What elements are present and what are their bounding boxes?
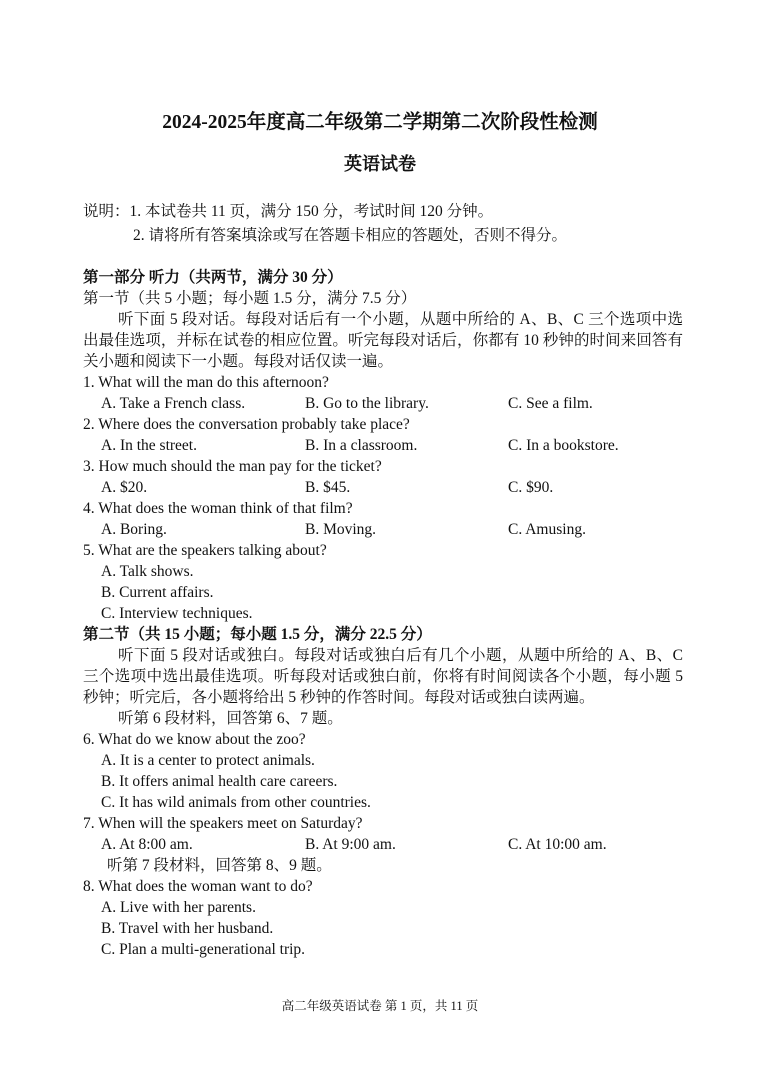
option-c[interactable]: C. In a bookstore. — [508, 437, 619, 454]
question-1-options — [83, 393, 683, 414]
part1-content — [83, 267, 683, 960]
page-footer: 高二年级英语试卷 第 1 页，共 11 页 — [281, 999, 479, 1013]
option-b[interactable]: B. In a classroom. — [305, 437, 418, 454]
option-c[interactable]: C. $90. — [508, 479, 554, 496]
option-a[interactable]: A. Talk shows. — [101, 563, 194, 580]
option-b[interactable]: B. $45. — [305, 479, 351, 496]
question-6-stem: 6. What do we know about the zoo? — [83, 731, 306, 748]
exam-notes — [83, 200, 703, 248]
option-a[interactable]: A. Take a French class. — [101, 395, 246, 412]
question-2-stem: 2. Where does the conversation probably take place? — [83, 416, 410, 433]
option-b[interactable]: B. Travel with her husband. — [101, 920, 274, 937]
question-3-options — [83, 477, 683, 498]
question-7-stem: 7. When will the speakers meet on Saturday? — [83, 815, 363, 832]
section1-instruction: 听下面 5 段对话。每段对话后有一个小题，从题中所给的 A、B、C 三个选项中选出最佳选项，并标在试卷的相应位置。听完每段对话后，你都有 10 秒钟的时间来回答有关小题和阅读下一小题。每段对话仅读一遍。 — [83, 311, 683, 370]
part1-heading: 第一部分 听力（共两节，满分 30 分） — [83, 269, 343, 286]
question-4-options — [83, 519, 683, 540]
section1-heading: 第一节（共 5 小题；每小题 1.5 分，满分 7.5 分） — [83, 290, 417, 307]
option-c[interactable]: C. See a film. — [508, 395, 593, 412]
option-b[interactable]: B. Go to the library. — [305, 395, 429, 412]
exam-title: 2024-2025年度高二年级第二学期第二次阶段性检测 — [162, 112, 598, 133]
option-a[interactable]: A. It is a center to protect animals. — [101, 752, 315, 769]
question-5-stem: 5. What are the speakers talking about? — [83, 542, 327, 559]
option-b[interactable]: B. Current affairs. — [101, 584, 214, 601]
section2-heading: 第二节（共 15 小题；每小题 1.5 分，满分 22.5 分） — [83, 626, 432, 643]
question-4-stem: 4. What does the woman think of that film? — [83, 500, 353, 517]
question-8-stem: 8. What does the woman want to do? — [83, 878, 313, 895]
option-a[interactable]: A. In the street. — [101, 437, 197, 454]
question-2-options — [83, 435, 683, 456]
option-b[interactable]: B. At 9:00 am. — [305, 836, 396, 853]
option-c[interactable]: C. At 10:00 am. — [508, 836, 607, 853]
section2-instruction: 听下面 5 段对话或独白。每段对话或独白后有几个小题，从题中所给的 A、B、C 三个选项中选出最佳选项。听每段对话或独白前，你将有时间阅读各个小题，每小题 5 秒钟；听完后，各小题将给出 5 秒钟的作答时间。每段对话或独白读两遍。 — [83, 647, 683, 706]
option-b[interactable]: B. Moving. — [305, 521, 377, 538]
question-7-options — [83, 834, 683, 855]
material-6-note: 听第 6 段材料，回答第 6、7 题。 — [118, 710, 343, 727]
note-line-2: 2. 请将所有答案填涂或写在答题卡相应的答题处，否则不得分。 — [133, 227, 568, 244]
option-c[interactable]: C. It has wild animals from other countries. — [101, 794, 371, 811]
option-a[interactable]: A. $20. — [101, 479, 148, 496]
option-a[interactable]: A. At 8:00 am. — [101, 836, 193, 853]
option-c[interactable]: C. Interview techniques. — [101, 605, 253, 622]
option-c[interactable]: C. Plan a multi-generational trip. — [101, 941, 306, 958]
option-c[interactable]: C. Amusing. — [508, 521, 586, 538]
material-7-note: 听第 7 段材料，回答第 8、9 题。 — [107, 857, 332, 874]
question-1-stem: 1. What will the man do this afternoon? — [83, 374, 329, 391]
option-b[interactable]: B. It offers animal health care careers. — [101, 773, 338, 790]
question-3-stem: 3. How much should the man pay for the ticket? — [83, 458, 382, 475]
option-a[interactable]: A. Boring. — [101, 521, 167, 538]
note-line-1: 说明：1. 本试卷共 11 页，满分 150 分，考试时间 120 分钟。 — [83, 203, 494, 220]
exam-subtitle: 英语试卷 — [344, 154, 416, 174]
option-a[interactable]: A. Live with her parents. — [101, 899, 256, 916]
